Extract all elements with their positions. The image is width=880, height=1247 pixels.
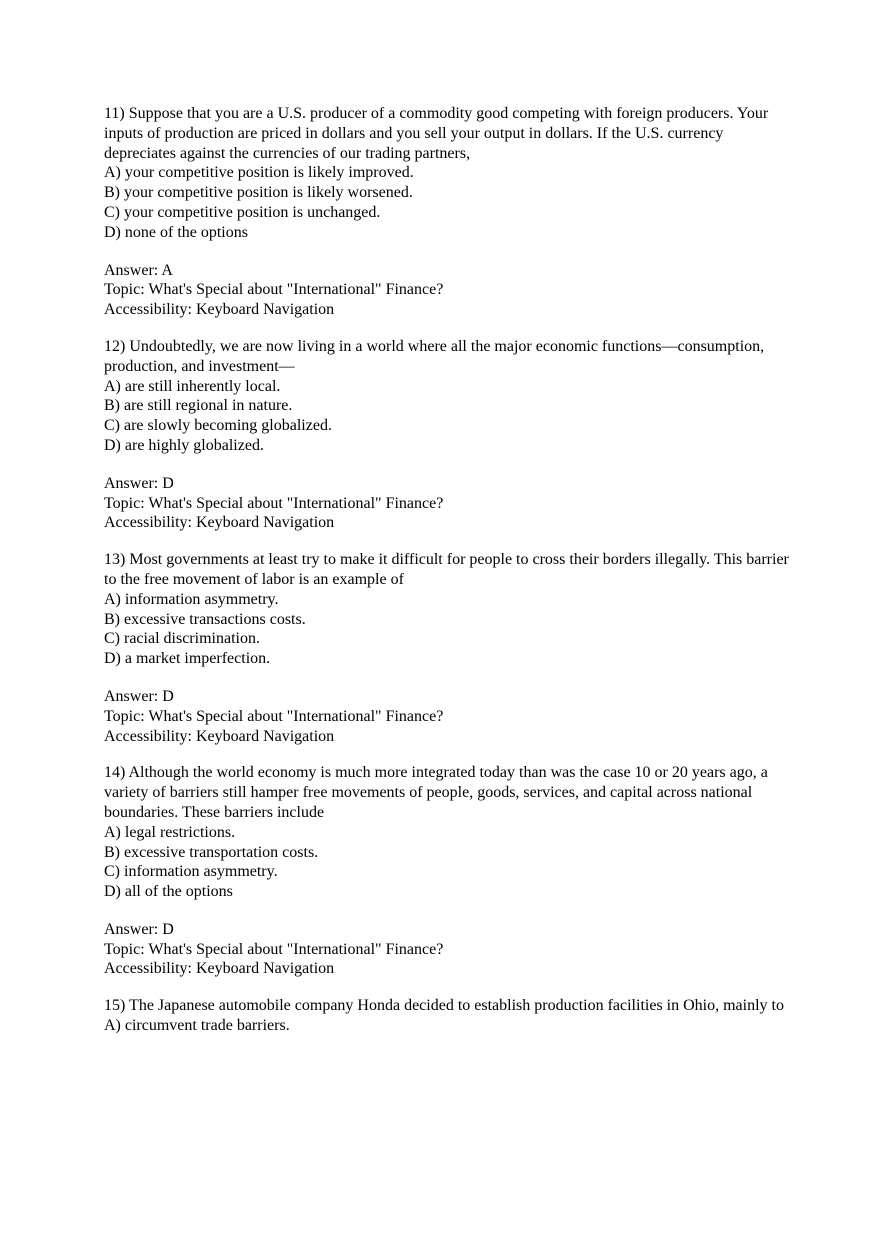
question-meta	[104, 687, 794, 746]
accessibility-line: Accessibility: Keyboard Navigation	[104, 960, 335, 978]
topic-line: Topic: What's Special about "International" Finance?	[104, 940, 444, 958]
question-stem	[104, 337, 794, 377]
question-14	[104, 763, 794, 979]
option-a: A) information asymmetry.	[104, 590, 279, 608]
question-stem	[104, 763, 794, 822]
option-a: A) legal restrictions.	[104, 823, 236, 841]
question-11	[104, 104, 794, 320]
topic-line: Topic: What's Special about "International" Finance?	[104, 707, 444, 725]
option-c: C) information asymmetry.	[104, 863, 278, 881]
question-meta	[104, 261, 794, 320]
accessibility-line: Accessibility: Keyboard Navigation	[104, 514, 335, 532]
option-d: D) are highly globalized.	[104, 436, 264, 454]
option-d: D) none of the options	[104, 223, 248, 241]
option-b: B) excessive transactions costs.	[104, 610, 306, 628]
question-15	[104, 996, 794, 1036]
answer-line: Answer: A	[104, 261, 173, 279]
option-d: D) a market imperfection.	[104, 650, 271, 668]
topic-line: Topic: What's Special about "International" Finance?	[104, 281, 444, 299]
question-text: Suppose that you are a U.S. producer of a commodity good competing with foreign producers. Your inputs of production are priced in dollars and you sell your output in dollars. If the U.S. currency depreciates against the currencies of our trading partners,	[104, 105, 769, 162]
option-d: D) all of the options	[104, 883, 233, 901]
option-a: A) are still inherently local.	[104, 377, 281, 395]
option-c: C) racial discrimination.	[104, 630, 260, 648]
question-13	[104, 550, 794, 746]
question-text: Undoubtedly, we are now living in a world where all the major economic functions—consumption, production, and investment—	[104, 337, 765, 375]
question-meta	[104, 474, 794, 533]
option-a: A) circumvent trade barriers.	[104, 1017, 290, 1035]
option-b: B) your competitive position is likely worsened.	[104, 184, 413, 202]
question-meta	[104, 920, 794, 979]
answer-line: Answer: D	[104, 920, 174, 938]
option-c: C) your competitive position is unchanged.	[104, 203, 381, 221]
question-stem	[104, 104, 794, 163]
question-number: 13)	[104, 551, 126, 569]
question-12	[104, 337, 794, 533]
question-text: The Japanese automobile company Honda decided to establish production facilities in Ohio, mainly to	[129, 997, 784, 1015]
topic-line: Topic: What's Special about "International" Finance?	[104, 494, 444, 512]
option-a: A) your competitive position is likely improved.	[104, 164, 414, 182]
question-text: Most governments at least try to make it difficult for people to cross their borders illegally. This barrier to the free movement of labor is an example of	[104, 551, 789, 588]
question-stem	[104, 550, 794, 590]
answer-line: Answer: D	[104, 474, 174, 492]
document-page	[104, 104, 794, 1036]
option-b: B) are still regional in nature.	[104, 397, 293, 415]
question-number: 15)	[104, 997, 126, 1015]
option-c: C) are slowly becoming globalized.	[104, 417, 332, 435]
accessibility-line: Accessibility: Keyboard Navigation	[104, 727, 335, 745]
accessibility-line: Accessibility: Keyboard Navigation	[104, 301, 335, 319]
question-stem	[104, 996, 794, 1016]
answer-line: Answer: D	[104, 687, 174, 705]
question-number: 12)	[104, 337, 126, 355]
question-number: 11)	[104, 105, 125, 122]
question-text: Although the world economy is much more integrated today than was the case 10 or 20 years ago, a variety of barriers still hamper free movements of people, goods, services, and capital across national boundaries. These barriers include	[104, 764, 768, 821]
option-b: B) excessive transportation costs.	[104, 843, 319, 861]
question-number: 14)	[104, 764, 126, 782]
